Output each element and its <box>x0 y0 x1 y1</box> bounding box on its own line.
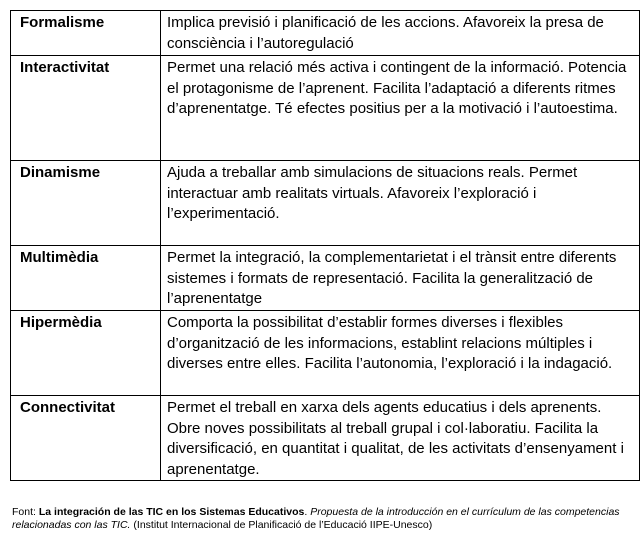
description-cell: Permet la integració, la complementarietat i el trànsit entre diferents sistemes i formats de representació. Facilita la generalització de l’aprenentatge <box>161 246 640 311</box>
term-cell: Dinamisme <box>11 161 161 246</box>
description-cell: Permet el treball en xarxa dels agents educatius i dels aprenents. Obre noves possibilitats al treball grupal i col·laboratiu. Facilita la diversificació, en quantitat i qualitat, de les activitats d’ensenyament i aprenentatge. <box>161 396 640 481</box>
term-cell: Multimèdia <box>11 246 161 311</box>
description-cell: Comporta la possibilitat d’establir formes diverses i flexibles d’organització de les informacions, establint relacions múltiples i diverses entre elles. Facilita l’autonomia, l’exploració i la indagació. <box>161 311 640 396</box>
table-row <box>11 246 640 311</box>
table-row <box>11 161 640 246</box>
footnote-institution: (Institut Internacional de Planificació de l’Educació IIPE-Unesco) <box>130 518 433 531</box>
term-cell: Interactivitat <box>11 56 161 161</box>
table-row <box>11 396 640 481</box>
footnote-separator: . <box>304 506 311 518</box>
footnote-source-title: La integración de las TIC en los Sistemas Educativos <box>38 506 305 518</box>
table-row <box>11 11 640 56</box>
footnote-prefix: Font: <box>12 506 39 518</box>
table-row <box>11 56 640 161</box>
term-cell: Hipermèdia <box>11 311 161 396</box>
description-cell: Permet una relació més activa i contingent de la informació. Potencia el protagonisme de l’aprenent. Facilita l’adaptació a diferents ritmes d’aprenentatge. Té efectes positius per a la motivació i l’autoestima. <box>161 56 640 161</box>
footnote-source-subtitle: Propuesta de la introducción en el currículum de las competencias relacionadas con las TIC. <box>12 506 620 531</box>
description-cell: Implica previsió i planificació de les accions. Afavoreix la presa de consciència i l’autoregulació <box>161 11 640 56</box>
term-cell: Formalisme <box>11 11 161 56</box>
term-cell: Connectivitat <box>11 396 161 481</box>
description-cell: Ajuda a treballar amb simulacions de situacions reals. Permet interactuar amb realitats virtuals. Afavoreix l’exploració i l’experimentació. <box>161 161 640 246</box>
table-row <box>11 311 640 396</box>
source-footnote <box>12 506 637 531</box>
characteristics-table <box>10 10 640 481</box>
